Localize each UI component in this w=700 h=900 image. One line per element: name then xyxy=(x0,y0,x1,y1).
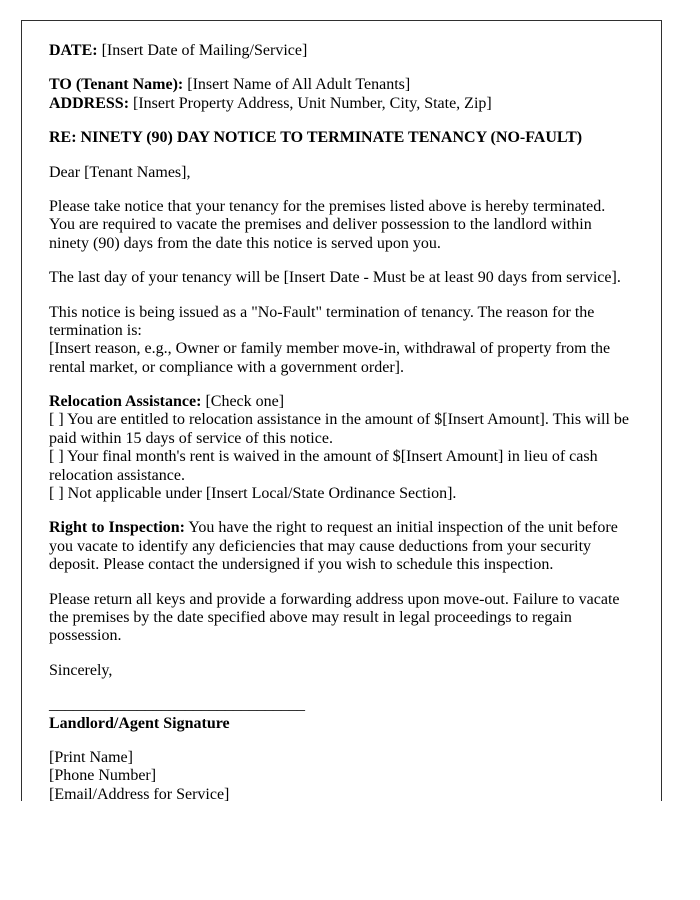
relocation-section xyxy=(49,393,632,503)
date-line xyxy=(49,42,632,60)
no-fault-intro: This notice is being issued as a "No-Fault" termination of tenancy. The reason for the termination is: xyxy=(49,303,595,339)
address-label: ADDRESS: xyxy=(49,94,130,112)
signature-block xyxy=(49,696,632,733)
para-keys-forwarding: Please return all keys and provide a forwarding address upon move-out. Failure to vacate the premises by the date specified above may result in legal proceedings to regain possession. xyxy=(49,590,620,645)
to-value: [Insert Name of All Adult Tenants] xyxy=(183,76,411,94)
date-value: [Insert Date of Mailing/Service] xyxy=(97,42,308,59)
contact-email-address: [Email/Address for Service] xyxy=(49,785,230,801)
no-fault-reason-placeholder: [Insert reason, e.g., Owner or family member move-in, withdrawal of property from the rental market, or compliance with a government order]. xyxy=(49,340,611,376)
para-no-fault xyxy=(49,304,632,378)
contact-print-name: [Print Name] xyxy=(49,748,133,766)
relocation-check-one: [Check one] xyxy=(201,393,285,411)
inspection-label: Right to Inspection: xyxy=(49,519,186,537)
contact-phone-number: [Phone Number] xyxy=(49,767,157,785)
inspection-text: You have the right to request an initial inspection of the unit before you vacate to identify any deficiencies that may cause deductions from your security deposit. Please contact the undersigned if you wish to schedule this inspection. xyxy=(49,519,618,574)
salutation: Dear [Tenant Names], xyxy=(49,163,191,181)
para-last-day: The last day of your tenancy will be [Insert Date - Must be at least 90 days from service]. xyxy=(49,269,621,287)
contact-block xyxy=(49,749,632,801)
relocation-option-3: [ ] Not applicable under [Insert Local/State Ordinance Section]. xyxy=(49,485,457,503)
relocation-label: Relocation Assistance: xyxy=(49,393,202,411)
date-label: DATE: xyxy=(49,42,98,59)
signature-label: Landlord/Agent Signature xyxy=(49,714,230,732)
para-termination-notice: Please take notice that your tenancy for the premises listed above is hereby terminated. You are required to vacate the premises and deliver possession to the landlord within ninety (90) days from the date this notice is served upon you. xyxy=(49,197,606,252)
inspection-section xyxy=(49,519,632,574)
address-value: [Insert Property Address, Unit Number, City, State, Zip] xyxy=(129,94,492,112)
re-line xyxy=(49,129,632,147)
closing: Sincerely, xyxy=(49,661,113,679)
to-label: TO (Tenant Name): xyxy=(49,76,184,94)
relocation-option-2: [ ] Your final month's rent is waived in the amount of $[Insert Amount] in lieu of cash relocation assistance. xyxy=(49,448,598,484)
re-text: RE: NINETY (90) DAY NOTICE TO TERMINATE TENANCY (NO-FAULT) xyxy=(49,129,583,147)
to-address-block xyxy=(49,76,632,113)
relocation-option-1: [ ] You are entitled to relocation assistance in the amount of $[Insert Amount]. This will be paid within 15 days of service of this notice. xyxy=(49,411,630,447)
notice-letter xyxy=(21,20,662,801)
signature-line: ________________________________ xyxy=(49,696,305,714)
